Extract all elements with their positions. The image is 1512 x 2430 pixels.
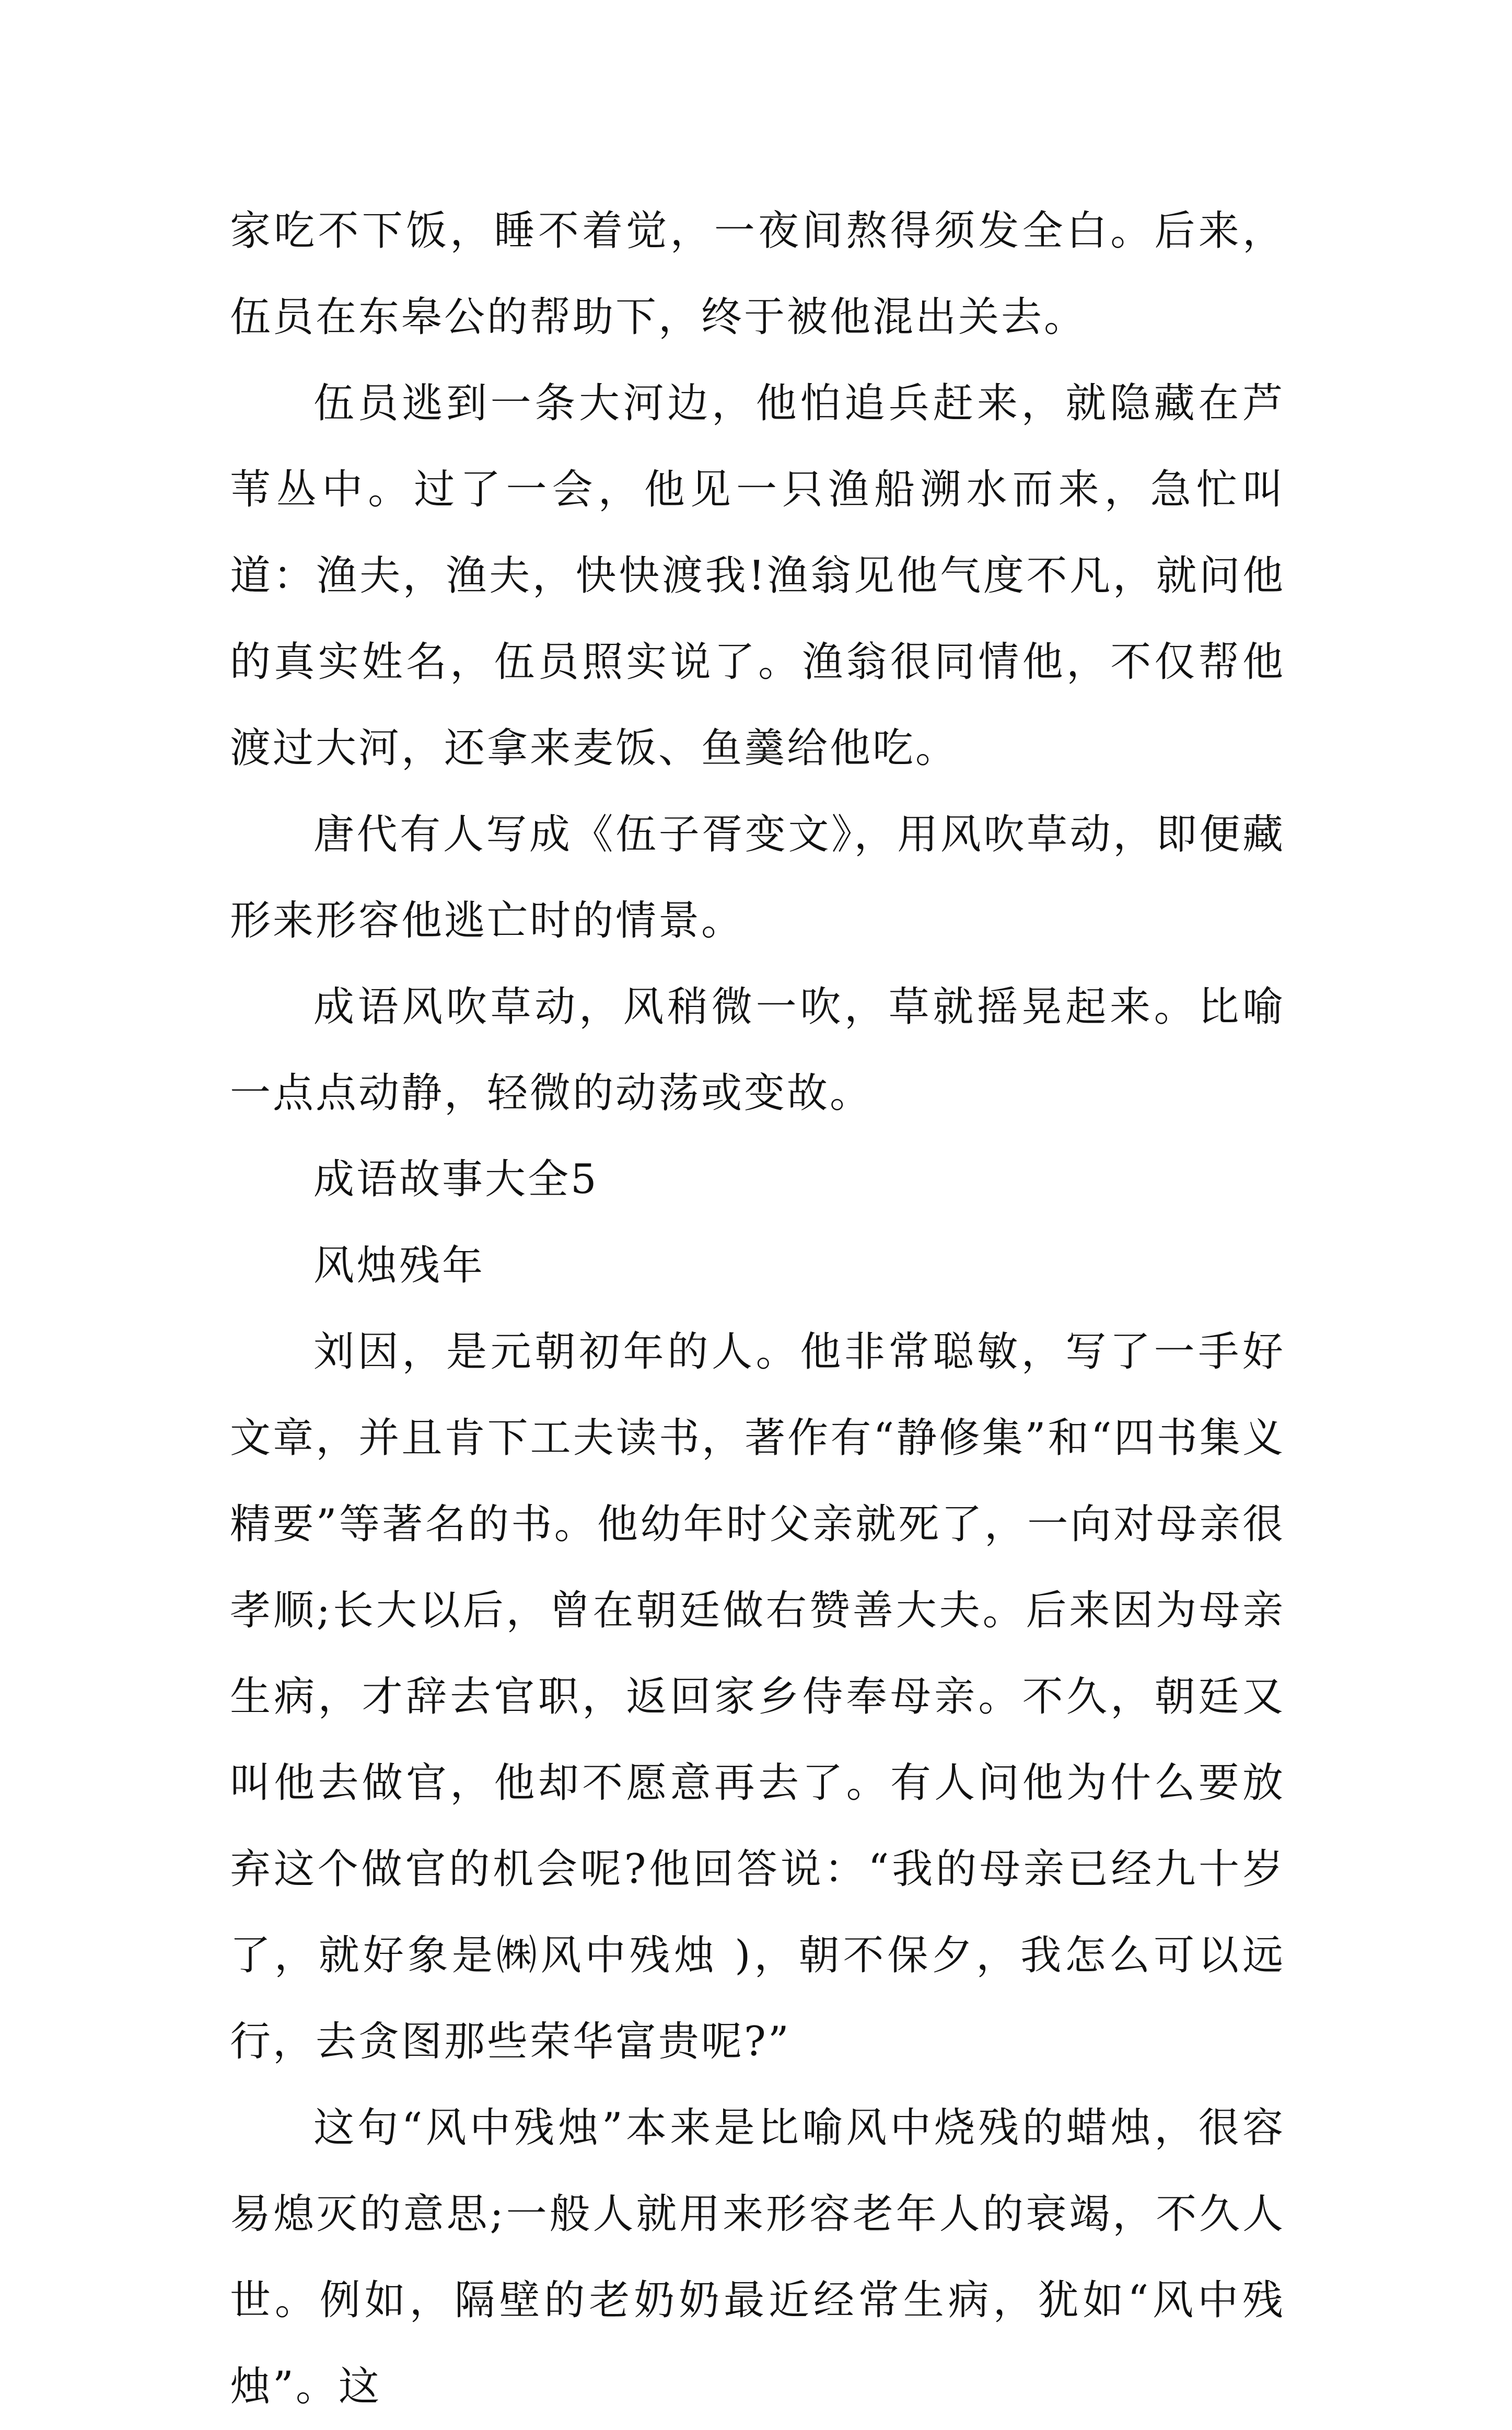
section-heading: 成语故事大全5	[313, 1156, 599, 1203]
paragraph-1: 家吃不下饭，睡不着觉，一夜间熬得须发全白。后来，伍员在东皋公的帮助下，终于被他混出关去。	[230, 207, 1285, 341]
document-body	[230, 188, 1285, 2430]
paragraph-6: 这句“风中残烛”本来是比喻风中烧残的蜡烛，很容易熄灭的意思;一般人就用来形容老年人的衰竭，不久人世。例如，隔壁的老奶奶最近经常生病，犹如“风中残烛”。这	[230, 2104, 1285, 2410]
paragraph-3: 唐代有人写成《伍子胥变文》，用风吹草动，即便藏形来形容他逃亡时的情景。	[230, 811, 1285, 944]
paragraph-5: 刘因，是元朝初年的人。他非常聪敏，写了一手好文章，并且肯下工夫读书，著作有“静修集”和“四书集义精要”等著名的书。他幼年时父亲就死了，一向对母亲很孝顺;长大以后，曾在朝廷做右赞善大夫。后来因为母亲生病，才辞去官职，返回家乡侍奉母亲。不久，朝廷又叫他去做官，他却不愿意再去了。有人问他为什么要放弃这个做官的机会呢?他回答说：“我的母亲已经九十岁了，就好象是㈱风中残烛 )，朝不保夕，我怎么可以远行，去贪图那些荣华富贵呢?”	[230, 1328, 1285, 2065]
story-title: 风烛残年	[313, 1242, 485, 1289]
paragraph-4: 成语风吹草动，风稍微一吹，草就摇晃起来。比喻一点点动静，轻微的动荡或变故。	[230, 983, 1285, 1117]
paragraph-2: 伍员逃到一条大河边，他怕追兵赶来，就隐藏在芦苇丛中。过了一会，他见一只渔船溯水而来，急忙叫道：渔夫，渔夫，快快渡我!渔翁见他气度不凡，就问他的真实姓名，伍员照实说了。渔翁很同情他，不仅帮他渡过大河，还拿来麦饭、鱼羹给他吃。	[230, 380, 1285, 772]
